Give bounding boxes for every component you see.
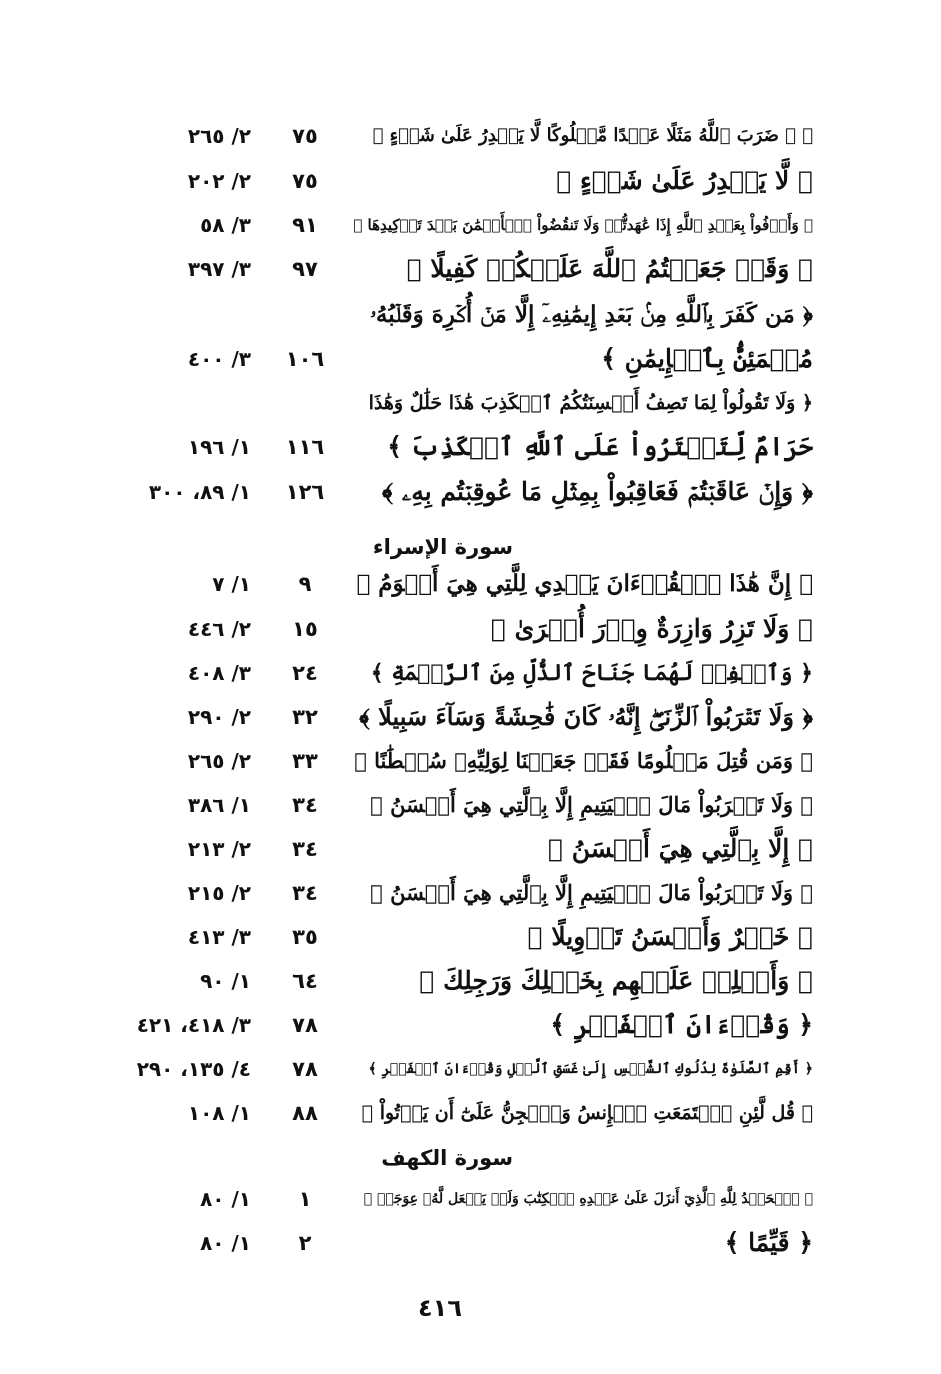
verse-number: ٣٢ — [292, 705, 318, 729]
verse-text: ﴿ وَقُرۡءَانَ ٱلۡفَجۡرِ ﴾ — [550, 1010, 813, 1039]
verse-number: ٧٨ — [292, 1013, 318, 1037]
section-title: سورة الإسراء — [372, 535, 513, 559]
page-reference: ٣/ ٣٩٧ — [187, 257, 251, 281]
index-row — [0, 206, 941, 244]
verse-number: ٧٥ — [292, 124, 318, 148]
verse-text: ﴿ وَمَن قُتِلَ مَظۡلُومًا فَقَدۡ جَعَلۡنَا لِوَلِيِّهِۦ سُلۡطَٰنًا ﴾ — [354, 748, 813, 773]
verse-number: ٩١ — [292, 213, 318, 237]
index-row — [0, 610, 941, 648]
index-row — [0, 1180, 941, 1218]
verse-number: ٦٤ — [292, 969, 318, 993]
verse-text: ﴿ وَأَوۡفُواْ بِعَهۡدِ ٱللَّهِ إِذَا عَٰهَدتُّمۡ وَلَا تَنقُضُواْ ٱلۡأَيۡمَٰنَ بَعۡدَ تَوۡكِيدِهَا ﴾ — [353, 216, 813, 234]
verse-text: ﴿ إِنَّ هَٰذَا ٱلۡقُرۡءَانَ يَهۡدِي لِلَّتِي هِيَ أَقۡوَمُ ﴾ — [356, 570, 813, 597]
verse-text: ﴿ وَلَا تَزِرُ وَازِرَةٌ وِزۡرَ أُخۡرَىٰ ﴾ — [490, 614, 813, 643]
index-row — [0, 918, 941, 956]
page-reference: ٢/ ٤٤٦ — [187, 617, 251, 641]
index-row — [0, 384, 941, 422]
verse-number: ٣٥ — [292, 925, 318, 949]
verse-text: ﴿ لَّا يَقۡدِرُ عَلَىٰ شَيۡءٍ ﴾ — [556, 166, 813, 195]
verse-text: ﴿ وَلَا تَقۡرَبُواْ مَالَ ٱلۡيَتِيمِ إِلَّا بِٱلَّتِي هِيَ أَحۡسَنُ ﴾ — [370, 880, 813, 905]
page-reference: ١/ ١٠٨ — [187, 1101, 251, 1125]
verse-number: ٨٨ — [292, 1101, 318, 1125]
verse-text: ﴿ ۞ ضَرَبَ ٱللَّهُ مَثَلًا عَبۡدًا مَّمۡلُوكًا لَّا يَقۡدِرُ عَلَىٰ شَيۡءٍ ﴾ — [372, 125, 813, 146]
index-row — [0, 473, 941, 511]
page-reference: ١/ ٧ — [212, 572, 251, 596]
verse-text: ﴿ وَلَا تَقۡرَبُواْ ٱلزِّنَىٰٓۖ إِنَّهُۥ كَانَ فَٰحِشَةً وَسَآءَ سَبِيلًا ﴾ — [359, 702, 813, 731]
index-row — [0, 1094, 941, 1132]
verse-number: ٣٤ — [292, 881, 318, 905]
index-row — [0, 698, 941, 736]
verse-number: ١١٦ — [285, 435, 325, 459]
verse-text: ﴿ وَٱخۡفِضۡ لَهُمَا جَنَاحَ ٱلذُّلِّ مِنَ ٱلرَّحۡمَةِ ﴾ — [370, 660, 813, 686]
page-reference: ٣/ ٤١٨، ٤٢١ — [136, 1013, 251, 1037]
index-row — [0, 1224, 941, 1262]
page-reference: ٢/ ٢١٥ — [187, 881, 251, 905]
index-row — [0, 340, 941, 378]
index-row — [0, 742, 941, 780]
index-row — [0, 296, 941, 334]
page-reference: ٢/ ٢٠٢ — [187, 169, 251, 193]
page-reference: ٣/ ٤١٣ — [187, 925, 251, 949]
verse-text: ﴿ وَأَجۡلِبۡ عَلَيۡهِم بِخَيۡلِكَ وَرَجِلِكَ ﴾ — [419, 966, 813, 995]
verse-text: مُطۡمَئِنُّۢ بِٱلۡإِيمَٰنِ ﴾ — [601, 344, 813, 373]
page-reference: ٢/ ٢٩٠ — [187, 705, 251, 729]
verse-text: ﴿ أَقِمِ ٱلصَّلَوٰةَ لِدُلُوكِ ٱلشَّمۡسِ إِلَىٰ غَسَقِ ٱلَّيۡلِ وَقُرۡءَانَ ٱلۡفَجۡرِ ﴾ — [368, 1061, 813, 1077]
section-title: سورة الكهف — [381, 1146, 513, 1170]
index-row — [0, 117, 941, 155]
page-reference: ١/ ٨٩، ٣٠٠ — [148, 480, 251, 504]
page-reference: ٢/ ٢١٣ — [187, 837, 251, 861]
index-row — [0, 874, 941, 912]
verse-text: ﴿ قَيِّمًا ﴾ — [724, 1228, 813, 1257]
verse-text: ﴿ مَن كَفَرَ بِٱللَّهِ مِنۢ بَعۡدِ إِيمَٰنِهِۦٓ إِلَّا مَنۡ أُكۡرِهَ وَقَلۡبُهُۥ — [370, 301, 813, 328]
index-row — [0, 830, 941, 868]
verse-text: ﴿ وَقَدۡ جَعَلۡتُمُ ٱللَّهَ عَلَيۡكُمۡ كَفِيلًا ﴾ — [406, 254, 813, 283]
verse-text: ﴿ وَإِنۡ عَاقَبۡتُمۡ فَعَاقِبُواْ بِمِثۡلِ مَا عُوقِبۡتُم بِهِۦ ﴾ — [382, 477, 813, 506]
page-number: ٤١٦ — [418, 1294, 462, 1322]
verse-number: ٧٨ — [292, 1057, 318, 1081]
verse-text: ﴿ ٱلۡحَمۡدُ لِلَّهِ ٱلَّذِيٓ أَنزَلَ عَلَىٰ عَبۡدِهِ ٱلۡكِتَٰبَ وَلَمۡ يَجۡعَل لَّهُۥ عِوَجَاۜ ﴾ — [363, 1191, 813, 1207]
page-reference: ٢/ ٢٦٥ — [187, 124, 251, 148]
page-reference: ١/ ٨٠ — [200, 1231, 251, 1255]
verse-number: ٣٤ — [292, 837, 318, 861]
index-row — [0, 1006, 941, 1044]
page-reference: ١/ ٨٠ — [200, 1187, 251, 1211]
index-row — [0, 162, 941, 200]
index-row — [0, 654, 941, 692]
page-reference: ٣/ ٤٠٨ — [187, 661, 251, 685]
verse-number: ١٠٦ — [285, 347, 325, 371]
verse-text: ﴿ إِلَّا بِٱلَّتِي هِيَ أَحۡسَنُ ﴾ — [548, 834, 813, 863]
index-row — [0, 962, 941, 1000]
verse-text: ﴿ قُل لَّئِنِ ٱجۡتَمَعَتِ ٱلۡإِنسُ وَٱلۡجِنُّ عَلَىٰٓ أَن يَأۡتُواْ ﴾ — [361, 1102, 813, 1124]
verse-number: ٢ — [298, 1231, 312, 1255]
verse-number: ٩ — [298, 572, 312, 596]
verse-number: ٧٥ — [292, 169, 318, 193]
index-row — [0, 786, 941, 824]
page-reference: ٤/ ١٣٥، ٢٩٠ — [136, 1057, 251, 1081]
verse-text: حَرَامٌ لِّتَفۡتَرُواْ عَلَى ٱللَّهِ ٱلۡكَذِبَ ﴾ — [387, 432, 813, 461]
verse-number: ١٢٦ — [285, 480, 325, 504]
page-reference: ٣/ ٥٨ — [200, 213, 251, 237]
page-reference: ٣/ ٤٠٠ — [187, 347, 251, 371]
index-row — [0, 428, 941, 466]
verse-text: ﴿ وَلَا تَقُولُواْ لِمَا تَصِفُ أَلۡسِنَتُكُمُ ٱلۡكَذِبَ هَٰذَا حَلَٰلٌ وَهَٰذَا — [368, 392, 813, 414]
verse-number: ٣٤ — [292, 793, 318, 817]
page-reference: ١/ ٣٨٦ — [187, 793, 251, 817]
verse-number: ٣٣ — [292, 749, 318, 773]
index-row — [0, 250, 941, 288]
index-row — [0, 565, 941, 603]
verse-text: ﴿ وَلَا تَقۡرَبُواْ مَالَ ٱلۡيَتِيمِ إِلَّا بِٱلَّتِي هِيَ أَحۡسَنُ ﴾ — [370, 792, 813, 817]
index-row — [0, 1050, 941, 1088]
verse-number: ١ — [298, 1187, 312, 1211]
page-reference: ٢/ ٢٦٥ — [187, 749, 251, 773]
page-reference: ١/ ١٩٦ — [187, 435, 251, 459]
verse-number: ٩٧ — [292, 257, 318, 281]
page-reference: ١/ ٩٠ — [200, 969, 251, 993]
verse-text: ﴿ خَيۡرٌ وَأَحۡسَنُ تَأۡوِيلًا ﴾ — [527, 922, 813, 951]
verse-number: ١٥ — [292, 617, 318, 641]
verse-number: ٢٤ — [292, 661, 318, 685]
